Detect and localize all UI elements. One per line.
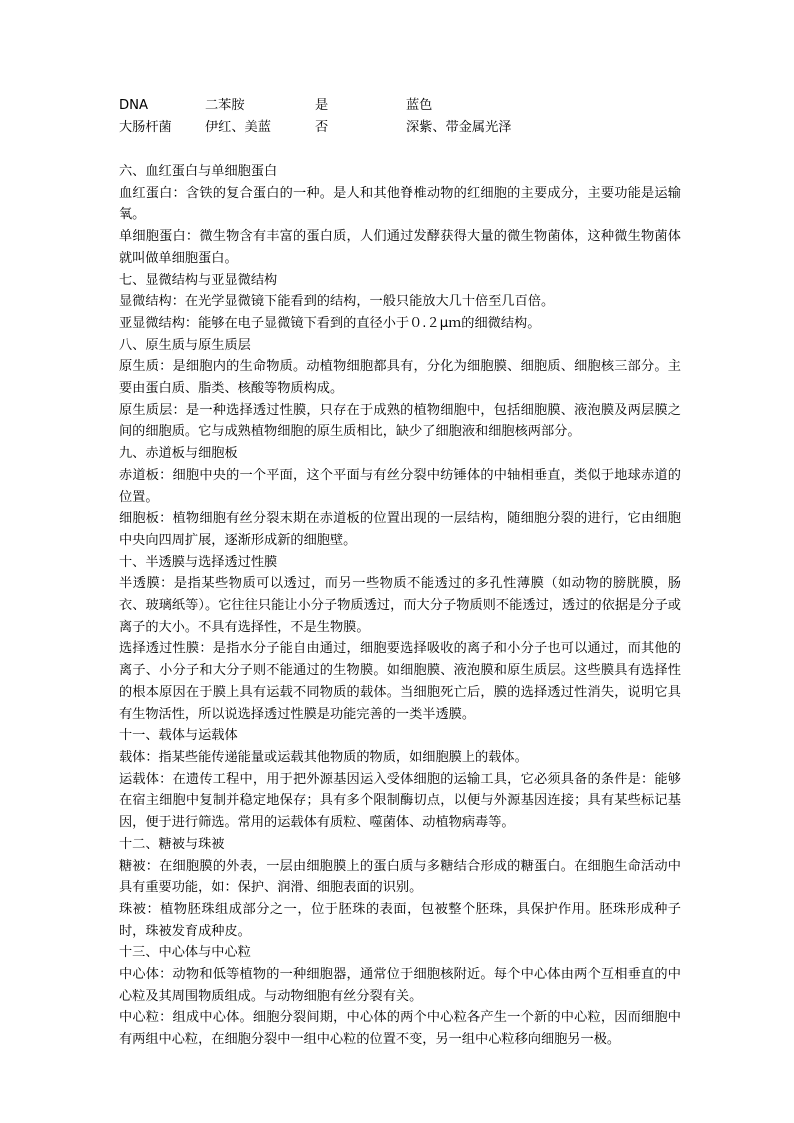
table-row [119,95,681,117]
blank-line [119,139,681,161]
table-row [119,117,681,139]
paragraph: 运载体：在遗传工程中，用于把外源基因运入受体细胞的运输工具，它必须具备的条件是：能够在宿主细胞中复制并稳定地保存；具有多个限制酶切点，以便与外源基因连接；具有某些标记基因，便于进行筛选。常用的运载体有质粒、噬菌体、动植物病毒等。 [119,771,681,831]
paragraph: 中心体：动物和低等植物的一种细胞器，通常位于细胞核附近。每个中心体由两个互相垂直的中心粒及其周围物质组成。与动物细胞有丝分裂有关。 [119,967,681,1004]
section-heading: 十三、中心体与中心粒 [119,945,251,961]
section-heading: 八、原生质与原生质层 [119,337,251,353]
paragraph: 赤道板：细胞中央的一个平面，这个平面与有丝分裂中纺锤体的中轴相垂直，类似于地球赤道的位置。 [119,467,681,505]
table-cell: 否 [315,120,329,135]
table-cell: 是 [315,98,329,113]
paragraph: 原生质：是细胞内的生命物质。动植物细胞都具有，分化为细胞膜、细胞质、细胞核三部分。主要由蛋白质、脂类、核酸等物质构成。 [119,359,681,397]
document-content [119,95,681,1051]
table-cell: 大肠杆菌 [119,120,172,135]
paragraph: 细胞板：植物细胞有丝分裂末期在赤道板的位置出现的一层结构，随细胞分裂的进行，它由细胞中央向四周扩展，逐渐形成新的细胞壁。 [119,511,681,548]
paragraph: 珠被：植物胚珠组成部分之一，位于胚珠的表面，包被整个胚珠，具保护作用。胚珠形成种子时，珠被发育成种皮。 [119,901,681,939]
section-heading: 十一、载体与运载体 [119,728,238,744]
section-heading: 九、赤道板与细胞板 [119,446,238,462]
paragraph: 单细胞蛋白：微生物含有丰富的蛋白质，人们通过发酵获得大量的微生物菌体，这种微生物菌体就叫做单细胞蛋白。 [119,229,681,266]
paragraph: 显微结构：在光学显微镜下能看到的结构，一般只能放大几十倍至几百倍。 [119,294,555,310]
table-cell: 二苯胺 [205,98,245,113]
section-heading: 十二、糖被与珠被 [119,836,225,852]
paragraph: 半透膜：是指某些物质可以透过，而另一些物质不能透过的多孔性薄膜（如动物的膀胱膜，肠衣、玻璃纸等）。它往往只能让小分子物质透过，而大分子物质则不能透过，透过的依据是分子或离子的大小。不具有选择性，不是生物膜。 [119,576,681,635]
paragraph: 选择透过性膜：是指水分子能自由通过，细胞要选择吸收的离子和小分子也可以通过，而其他的离子、小分子和大分子则不能通过的生物膜。如细胞膜、液泡膜和原生质层。这些膜具有选择性的根本原因在于膜上具有运载不同物质的载体。当细胞死亡后，膜的选择透过性消失，说明它具有生物活性，所以说选择透过性膜是功能完善的一类半透膜。 [119,641,681,722]
table-cell: 蓝色 [406,98,433,113]
table-cell: 伊红、美蓝 [205,120,271,135]
paragraph: 载体：指某些能传递能量或运载其他物质的物质，如细胞膜上的载体。 [119,749,528,765]
section-heading: 七、显微结构与亚显微结构 [119,272,278,288]
paragraph: 原生质层：是一种选择透过性膜，只存在于成熟的植物细胞中，包括细胞膜、液泡膜及两层膜之间的细胞质。它与成熟植物细胞的原生质相比，缺少了细胞液和细胞核两部分。 [119,402,681,440]
paragraph: 中心粒：组成中心体。细胞分裂间期，中心体的两个中心粒各产生一个新的中心粒，因而细胞中有两组中心粒，在细胞分裂中一组中心粒的位置不变，另一组中心粒移向细胞另一极。 [119,1010,681,1048]
paragraph: 亚显微结构：能够在电子显微镜下看到的直径小于０.２μｍ的细微结构。 [119,315,541,331]
paragraph: 糖被：在细胞膜的外表，一层由细胞膜上的蛋白质与多糖结合形成的糖蛋白。在细胞生命活动中具有重要功能，如：保护、润滑、细胞表面的识别。 [119,858,681,896]
table-cell: DNA [119,98,149,113]
section-heading: 十、半透膜与选择透过性膜 [119,554,278,570]
table-cell: 深紫、带金属光泽 [406,120,512,135]
paragraph: 血红蛋白：含铁的复合蛋白的一种。是人和其他脊椎动物的红细胞的主要成分，主要功能是运输氧。 [119,185,681,223]
section-heading: 六、血红蛋白与单细胞蛋白 [119,164,278,179]
